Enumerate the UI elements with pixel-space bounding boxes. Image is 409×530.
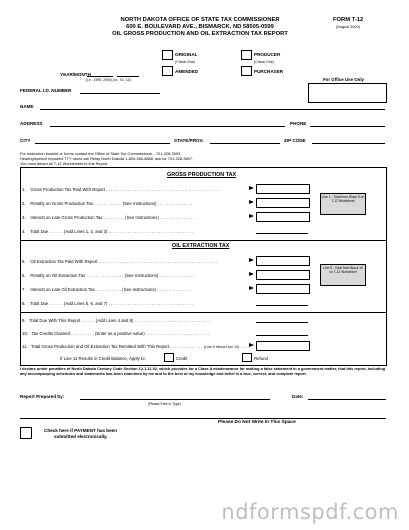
line-2-num: 2.	[22, 201, 26, 206]
city-label: CITY	[20, 138, 31, 143]
year-month-hint: (i.e., 1999, 2000) (i.e., 01, 12)	[86, 78, 131, 82]
line-4-num: 4.	[22, 229, 26, 234]
line-1-num: 1.	[22, 187, 26, 192]
line-11-arrow-icon	[249, 343, 254, 347]
line-9-note: (Add Lines 4 and 8)	[95, 318, 134, 323]
line-8-note: (Add Lines 5, 6, and 7)	[63, 301, 108, 306]
office-use-label: For Office Use Only	[323, 77, 364, 82]
year-field[interactable]	[87, 70, 113, 77]
line-10-text: Tax Credits Claimed	[31, 331, 70, 336]
line-7-num: 7.	[22, 287, 26, 292]
credit-checkbox[interactable]	[164, 353, 174, 362]
do-not-write-label: Please Do Not Write In This Space	[218, 420, 296, 425]
watermark-logo: ndformspdf.com	[221, 500, 399, 524]
line-4-note: (Add Lines 1, 2, and 3)	[63, 229, 108, 234]
line-2: 2. Penalty on Gross Production Tax . . . . . . . . . . . . (See Instructions) . . . . . . . . . . . . . . .	[22, 201, 193, 206]
line-2-amount[interactable]	[256, 198, 310, 208]
producer-checkbox[interactable]	[241, 50, 252, 60]
amended-checkbox[interactable]	[162, 66, 173, 76]
line-1	[22, 187, 220, 192]
line-7-text: Interest on Late Oil Extraction Tax	[30, 287, 95, 292]
line-10: 10. Tax Credits Claimed . . . . . . . . . . (Enter as a positive value) . . . . . . . . . . . . . . . . . . . . . . . . . . .	[22, 331, 210, 336]
line-3: 3. Interest on Late Gross Production Tax . . . . . . . . . (See Instructions) . . . . . . . . . . . . . . .	[22, 215, 195, 220]
check-one-label: (Check One)	[175, 60, 195, 64]
line-9-text: Total Due With This Report	[29, 318, 81, 323]
date-field[interactable]	[308, 393, 386, 400]
date-label: Date:	[292, 394, 304, 399]
zip-label: ZIP CODE	[284, 138, 306, 143]
line-6-text: Penalty on Oil Extraction Tax	[30, 273, 86, 278]
line-11-text: Total Gross Production and Oil Extraction Tax Remitted With This Report	[31, 344, 170, 349]
report-title: OIL GROSS PRODUCTION AND OIL EXTRACTION TAX REPORT	[112, 31, 288, 37]
line-1-leader: . . . . . . . . . . . . . . . . . . . . . . . . . . . . . . . . . . . . . . . . . . . . . . . .	[106, 187, 220, 192]
line-6-arrow-icon	[249, 272, 254, 276]
agency-address: 600 E. BOULEVARD AVE., BISMARCK, ND 58505-0599	[126, 24, 274, 30]
refund-label: Refund	[254, 356, 268, 361]
line-1-arrow-icon	[249, 186, 254, 190]
line-8-num: 8.	[22, 301, 26, 306]
electronic-line-1: Check here if PAYMENT has been	[44, 428, 118, 433]
credit-prompt: If Line 11 Results in Credit Balance, Apply to:	[60, 356, 146, 361]
check-one-label-2: (Check One)	[254, 60, 274, 64]
fein-label: FEDERAL I.D. NUMBER	[20, 88, 72, 93]
line-9: 9. Total Due With This Report . . . . . . (Add Lines 4 and 8) . . . . . . . . . . . . . . . . . . . . . . . . . . . . . . . .	[22, 318, 210, 323]
line-10-note: (Enter as a positive value)	[95, 331, 145, 336]
phone-field[interactable]	[310, 120, 385, 127]
line-5-arrow-icon	[249, 258, 254, 262]
line-11-amount[interactable]	[256, 341, 310, 351]
name-label: NAME	[20, 104, 34, 109]
declaration-text: I declare under penalties of North Dakota Century Code Section 12.1-11.02, which provides for a Class A misdemeanor for making a false statement in a government matter, that this report, including any accompanying schedules and statements has been examined by me and to the best of my knowledge and belief is a true, correct, and complete report.	[20, 366, 386, 376]
line-1-text: Gross Production Tax Paid With Report	[30, 187, 106, 192]
line-11-note: (Line 9 minus Line 10)	[203, 345, 240, 349]
line-4-amount[interactable]	[256, 225, 308, 234]
agency-name: NORTH DAKOTA OFFICE OF STATE TAX COMMISSIONER	[120, 17, 280, 23]
line-5: 5. Oil Extraction Tax Paid With Report . . . . . . . . . . . . . . . . . . . . . . . . . . . . . . . . . . . . . . . . . . . . . . . . . .	[22, 259, 217, 264]
line-6: 6. Penalty on Oil Extraction Tax . . . . . . . . . . . . . . . . (See Instructions) . . . . . . . . . . . . . . .	[22, 273, 195, 278]
electronic-payment-checkbox[interactable]	[20, 427, 32, 439]
line-11-num: 11.	[22, 344, 28, 349]
original-checkbox[interactable]	[162, 50, 173, 60]
address-field[interactable]	[50, 120, 285, 127]
state-label: STATE/PROV.	[174, 138, 204, 143]
refund-checkbox[interactable]	[242, 353, 252, 362]
line-7-amount[interactable]	[256, 284, 310, 294]
line-6-num: 6.	[22, 273, 26, 278]
address-label: ADDRESS	[20, 121, 43, 126]
line-3-amount[interactable]	[256, 212, 310, 222]
line-8: 8. Total Due . . . . . . (Add Lines 5, 6, and 7) . . . . . . . . . . . . . . . . . . . . . . . . . . . . . . . . . . . .	[22, 301, 194, 306]
instruction-line-1: For instruction booklet or forms contact the Office of State Tax Commissioner - 701-328-3593.	[20, 151, 182, 156]
print-hint: (Please Print or Type)	[148, 402, 181, 406]
instruction-line-2: Hearing/speech impaired TTY users call Relay North Dakota 1-800-366-6888, ask for 701-328-3657.	[20, 156, 194, 161]
line-5-amount[interactable]	[256, 256, 310, 266]
line-8-text: Total Due	[30, 301, 49, 306]
line-3-arrow-icon	[249, 214, 254, 218]
line-7-arrow-icon	[249, 286, 254, 290]
line-9-amount[interactable]	[256, 314, 308, 323]
line-10-amount[interactable]	[256, 327, 308, 336]
line-2-note: (See Instructions)	[122, 201, 157, 206]
line-3-note: (See Instructions)	[125, 215, 159, 220]
prepared-by-label: Report Prepared by:	[20, 394, 65, 399]
office-use-box	[308, 83, 387, 103]
line-9-num: 9.	[22, 318, 26, 323]
gross-side-note: Line 1 - Total from Block 9 on T-12 Worksheet	[320, 193, 366, 215]
extraction-side-note: Line 5 - Total from Block 10 on T-12 Worksheet	[320, 264, 366, 286]
line-11: 11. Total Gross Production and Oil Extraction Tax Remitted With This Report . . . . . . . . . . . . . . (Line 9 minus Line 10) . . . .	[22, 344, 249, 349]
line-10-num: 10.	[22, 331, 28, 336]
form-date: (August 2000)	[336, 25, 360, 29]
original-label: ORIGINAL	[175, 52, 198, 57]
line-4-text: Total Due	[30, 229, 49, 234]
name-field[interactable]	[40, 103, 385, 110]
line-6-amount[interactable]	[256, 270, 310, 280]
line-2-arrow-icon	[249, 200, 254, 204]
purchaser-label: PURCHASER	[254, 69, 284, 74]
footer-divider	[20, 418, 386, 419]
line-7-note: (See Instructions)	[122, 287, 156, 292]
amended-label: AMENDED	[175, 69, 199, 74]
line-1-amount[interactable]	[256, 184, 310, 194]
credit-label: Credit	[176, 356, 188, 361]
line-6-note: (See Instructions)	[124, 273, 159, 278]
purchaser-checkbox[interactable]	[241, 66, 252, 76]
producer-label: PRODUCER	[254, 52, 281, 57]
line-5-text: Oil Extraction Tax Paid With Report	[30, 259, 98, 264]
line-8-amount[interactable]	[256, 297, 308, 306]
month-field[interactable]	[117, 70, 139, 77]
city-field[interactable]	[35, 137, 170, 144]
zip-field[interactable]	[312, 137, 385, 144]
line-5-num: 5.	[22, 259, 26, 264]
instruction-line-3: You must attach all T-12 Worksheets to this Report.	[20, 161, 109, 166]
fein-field[interactable]	[80, 87, 160, 94]
line-3-text: Interest on Late Gross Production Tax	[30, 215, 103, 220]
line-4: 4. Total Due . . . . . . (Add Lines 1, 2, and 3) . . . . . . . . . . . . . . . . . . . . . . . . . . . . . . . . . . . .	[22, 229, 194, 234]
state-field[interactable]	[210, 137, 280, 144]
line-3-num: 3.	[22, 215, 26, 220]
phone-label: PHONE	[290, 121, 307, 126]
prepared-by-field[interactable]	[80, 393, 270, 400]
extraction-section-title: OIL EXTRACTION TAX	[172, 243, 230, 249]
form-number: FORM T-12	[333, 17, 364, 23]
electronic-line-2: submitted electronically.	[54, 434, 108, 439]
line-2-text: Penalty on Gross Production Tax	[30, 201, 93, 206]
year-month-label: YEAR/MONTH	[60, 72, 91, 77]
gross-section-title: GROSS PRODUCTION TAX	[167, 172, 237, 178]
line-7: 7. Interest on Late Oil Extraction Tax . . . . . . . . . . . (See Instructions) . . . . . . . . . . . . . . .	[22, 287, 192, 292]
